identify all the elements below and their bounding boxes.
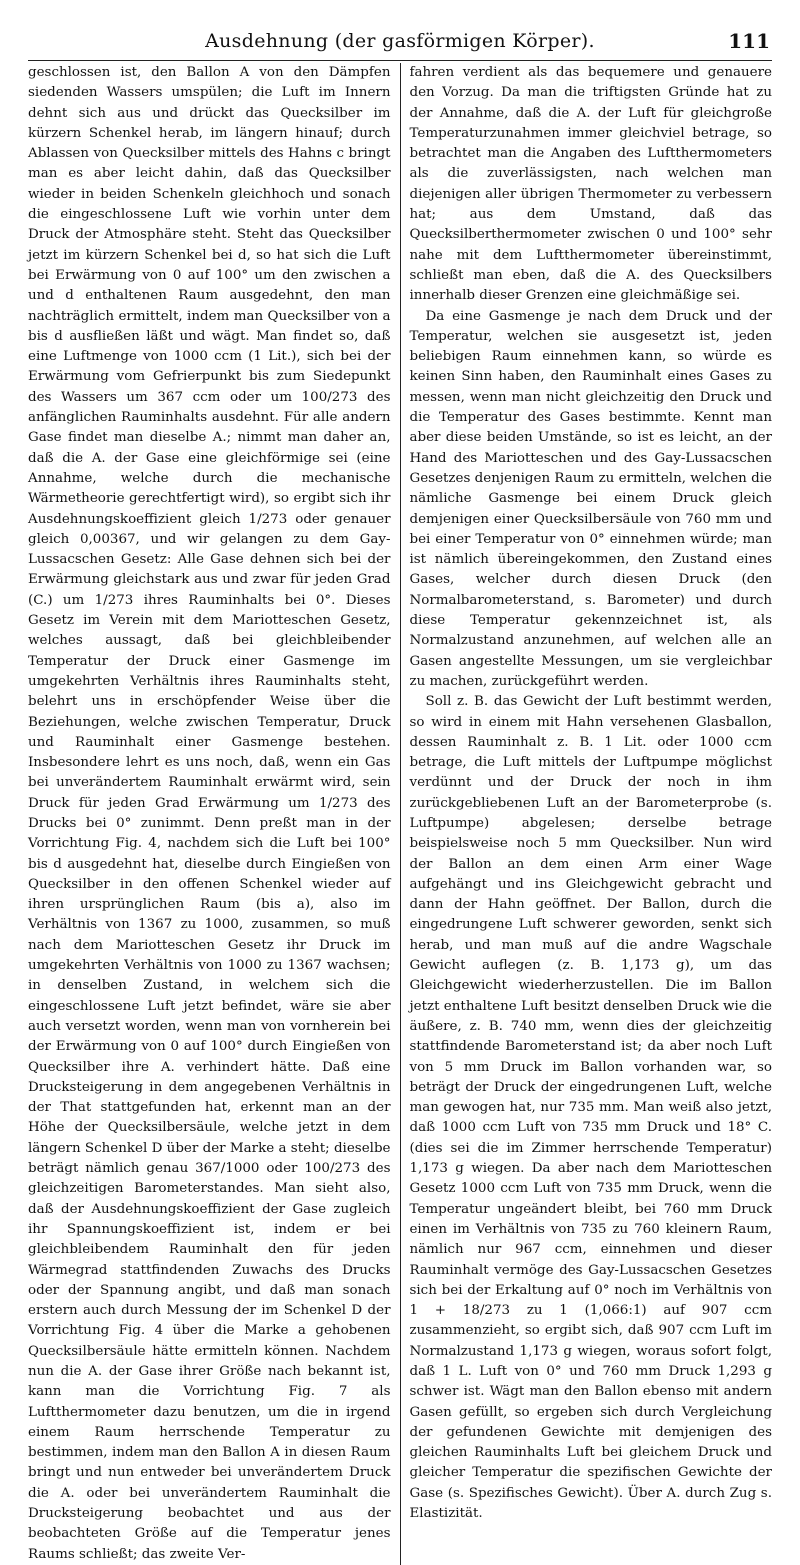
text-columns: [28, 63, 772, 1565]
page-number: 111: [728, 29, 770, 53]
right-paragraph-3: Soll z. B. das Gewicht der Luft bestimmt werden, so wird in einem mit Hahn versehenen Glasballon, dessen Rauminhalt z. B. 1 Lit. oder 1000 ccm betrage, die Luft mittels der Luftpumpe möglichst verdünnt und der Druck der noch in ihm zurückgebliebenen Luft an der Barometerprobe (s. Luftpumpe) abgelesen; derselbe betrage beispielsweise noch 5 mm Quecksilber. Nun wird der Ballon an dem einen Arm einer Wage aufgehängt und ins Gleichgewicht gebracht und dann der Hahn geöffnet. Der Ballon, durch die eingedrungene Luft schwerer geworden, senkt sich herab, und man muß auf die andre Wagschale Gewicht auflegen (z. B. 1,173 g), um das Gleichgewicht wiederherzustellen. Die im Ballon jetzt enthaltene Luft besitzt denselben Druck wie die äußere, z. B. 740 mm, wenn dies der gleichzeitig stattfindende Barometerstand ist; da aber noch Luft von 5 mm Druck im Ballon vorhanden war, so beträgt der Druck der eingedrungenen Luft, welche man gewogen hat, nur 735 mm. Man weiß also jetzt, daß 1000 ccm Luft von 735 mm Druck und 18° C. (dies sei die im Zimmer herrschende Temperatur) 1,173 g wiegen. Da aber nach dem Mariotteschen Gesetz 1000 ccm Luft von 735 mm Druck, wenn die Temperatur ungeändert bleibt, bei 760 mm Druck einen im Verhältnis von 735 zu 760 kleinern Raum, nämlich nur 967 ccm, einnehmen und dieser Rauminhalt vermöge des Gay-Lussacschen Gesetzes sich bei der Erkaltung auf 0° noch im Verhältnis von 1 + 18/273 zu 1 (1,066:1) auf 907 ccm zusammenzieht, so ergibt sich, daß 907 ccm Luft im Normalzustand 1,173 g wiegen, woraus sofort folgt, daß 1 L. Luft von 0° und 760 mm Druck 1,293 g schwer ist. Wägt man den Ballon ebenso mit andern Gasen gefüllt, so ergeben sich durch Vergleichung der gefundenen Gewichte mit demjenigen des gleichen Rauminhalts Luft bei gleichem Druck und gleicher Temperatur die spezifischen Gewichte der Gase (s. Spezifisches Gewicht). Über A. durch Zug s. Elastizität.: [409, 694, 772, 1522]
right-column: [401, 63, 772, 1565]
running-head-title: Ausdehnung (der gasförmigen Körper).: [205, 30, 595, 52]
right-paragraph-2: Da eine Gasmenge je nach dem Druck und der Temperatur, welchen sie ausgesetzt ist, jeden beliebigen Raum einnehmen kann, so würde es keinen Sinn haben, den Rauminhalt eines Gases zu messen, wenn man nicht gleichzeitig den Druck und die Temperatur des Gases bestimmte. Kennt man aber diese beiden Umstände, so ist es leicht, an der Hand des Mariotteschen und des Gay-Lussacschen Gesetzes denjenigen Raum zu ermitteln, welchen die nämliche Gasmenge bei einem Druck gleich demjenigen einer Quecksilbersäule von 760 mm und bei einer Temperatur von 0° einnehmen würde; man ist nämlich übereingekommen, den Zustand eines Gases, welcher durch diesen Druck (den Normalbarometerstand, s. Barometer) und durch diese Temperatur gekennzeichnet ist, als Normalzustand anzunehmen, auf welchen alle an Gasen angestellte Messungen, um sie vergleichbar zu machen, zurückgeführt werden.: [409, 308, 772, 689]
column-rule: [400, 63, 401, 1565]
left-column: [28, 63, 399, 1565]
right-paragraph-1: fahren verdient als das bequemere und genauere den Vorzug. Da man die triftigsten Gründe hat zu der Annahme, daß die A. der Luft für gleichgroße Temperaturzunahmen immer gleichviel betrage, so betrachtet man die Angaben des Luftthermometers als die zuverlässigsten, nach welchen man diejenigen aller übrigen Thermometer zu verbessern hat; aus dem Umstand, daß das Quecksilberthermometer zwischen 0 und 100° sehr nahe mit dem Luftthermometer übereinstimmt, schließt man eben, daß die A. des Quecksilbers innerhalb dieser Grenzen eine gleichmäßige sei.: [409, 65, 772, 304]
page-header: [28, 26, 772, 61]
left-paragraph-1: geschlossen ist, den Ballon A von den Dämpfen siedenden Wassers umspülen; die Luft im Innern dehnt sich aus und drückt das Quecksilber im kürzern Schenkel herab, im längern hinauf; durch Ablassen von Quecksilber mittels des Hahns c bringt man es aber leicht dahin, daß das Quecksilber wieder in beiden Schenkeln gleichhoch und sonach die eingeschlossene Luft wie vorhin unter dem Druck der Atmosphäre steht. Steht das Quecksilber jetzt im kürzern Schenkel bei d, so hat sich die Luft bei Erwärmung von 0 auf 100° um den zwischen a und d enthaltenen Raum ausgedehnt, den man nachträglich ermittelt, indem man Quecksilber von a bis d ausfließen läßt und wägt. Man findet so, daß eine Luftmenge von 1000 ccm (1 Lit.), sich bei der Erwärmung vom Gefrierpunkt bis zum Siedepunkt des Wassers um 367 ccm oder um 100/273 des anfänglichen Rauminhalts ausdehnt. Für alle andern Gase findet man dieselbe A.; nimmt man daher an, daß die A. der Gase eine gleichförmige sei (eine Annahme, welche durch die mechanische Wärmetheorie gerechtfertigt wird), so ergibt sich ihr Ausdehnungskoeffizient gleich 1/273 oder genauer gleich 0,00367, und wir gelangen zu dem Gay-Lussacschen Gesetz: Alle Gase dehnen sich bei der Erwärmung gleichstark aus und zwar für jeden Grad (C.) um 1/273 ihres Rauminhalts bei 0°. Dieses Gesetz im Verein mit dem Mariotteschen Gesetz, welches aussagt, daß bei gleichbleibender Temperatur der Druck einer Gasmenge im umgekehrten Verhältnis ihres Rauminhalts steht, belehrt uns in erschöpfender Weise über die Beziehungen, welche zwischen Temperatur, Druck und Rauminhalt einer Gasmenge bestehen. Insbesondere lehrt es uns noch, daß, wenn ein Gas bei unverändertem Rauminhalt erwärmt wird, sein Druck für jeden Grad Erwärmung um 1/273 des Drucks bei 0° zunimmt. Denn preßt man in der Vorrichtung Fig. 4, nachdem sich die Luft bei 100° bis d ausgedehnt hat, dieselbe durch Eingießen von Quecksilber in den offenen Schenkel wieder auf ihren ursprünglichen Raum (bis a), also im Verhältnis von 1367 zu 1000, zusammen, so muß nach dem Mariotteschen Gesetz ihr Druck im umgekehrten Verhältnis von 1000 zu 1367 wachsen; in denselben Zustand, in welchem sich die eingeschlossene Luft jetzt befindet, wäre sie aber auch versetzt worden, wenn man von vornherein bei der Erwärmung von 0 auf 100° durch Eingießen von Quecksilber ihre A. verhindert hätte. Daß eine Drucksteigerung in dem angegebenen Verhältnis in der That stattgefunden hat, erkennt man an der Höhe der Quecksilbersäule, welche jetzt in dem längern Schenkel D über der Marke a steht; dieselbe beträgt nämlich genau 367/1000 oder 100/273 des gleichzeitigen Barometerstandes. Man sieht also, daß der Ausdehnungskoeffizient der Gase zugleich ihr Spannungskoeffizient ist, indem er bei gleichbleibendem Rauminhalt den für jeden Wärmegrad stattfindenden Zuwachs des Drucks oder der Spannung angibt, und daß man sonach erstern auch durch Messung der im Schenkel D der Vorrichtung Fig. 4 über die Marke a gehobenen Quecksilbersäule hätte ermitteln können. Nachdem nun die A. der Gase ihrer Größe nach bekannt ist, kann man die Vorrichtung Fig. 7 als Luftthermometer dazu benutzen, um die in irgend einem Raum herrschende Temperatur zu bestimmen, indem man den Ballon A in diesen Raum bringt und nun entweder bei unverändertem Druck die A. oder bei unverändertem Rauminhalt die Drucksteigerung beobachtet und aus der beobachteten Größe auf die Temperatur jenes Raums schließt; das zweite Ver-: [28, 65, 391, 1562]
